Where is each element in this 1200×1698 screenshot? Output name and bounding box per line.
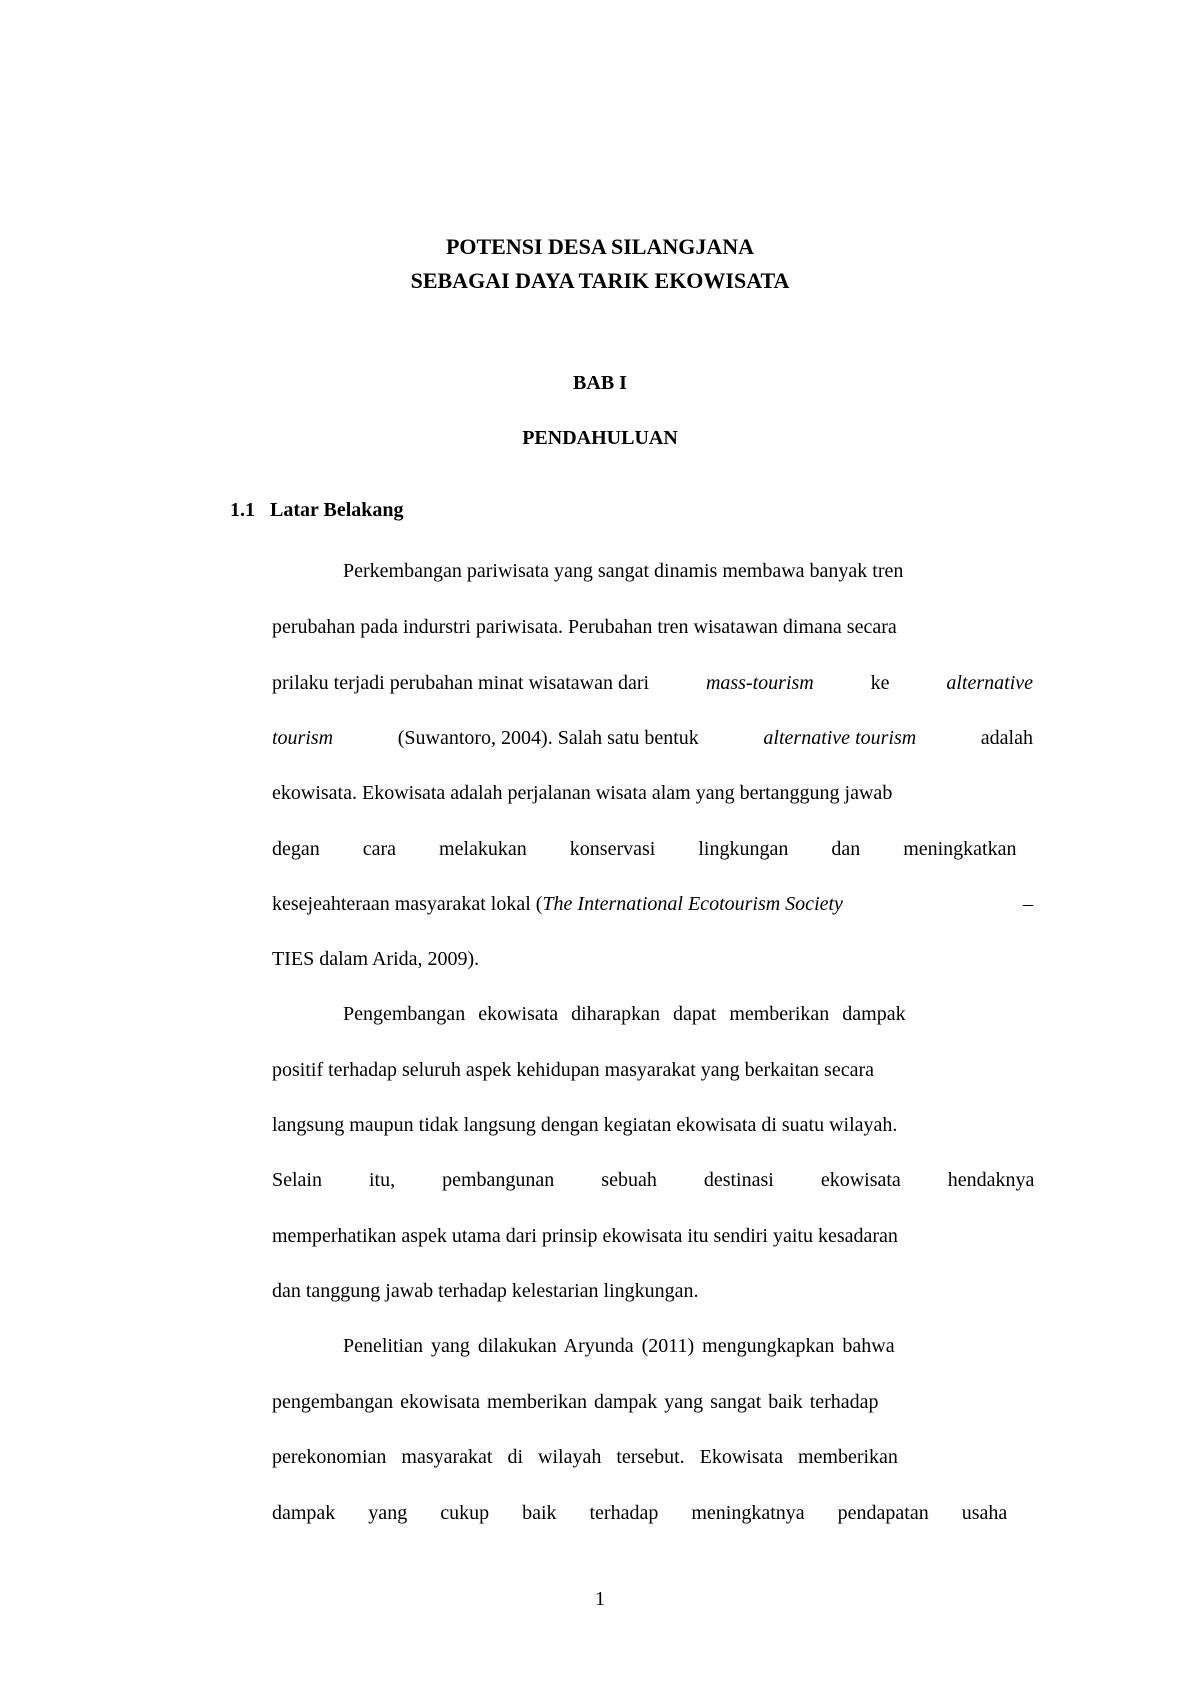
paragraph-1-line-4 — [272, 724, 1033, 752]
paragraph-2-line-2: positif terhadap seluruh aspek kehidupan masyarakat yang berkaitan secara — [272, 1059, 874, 1081]
italic-term: The International Ecotourism Society — [542, 893, 843, 915]
document-title-line-1: POTENSI DESA SILANGJANA — [445, 234, 755, 259]
text-span: prilaku terjadi perubahan minat wisatawan dari — [272, 672, 650, 694]
section-heading — [230, 496, 404, 524]
italic-term: tourism — [272, 727, 334, 749]
text-span: kesejeahteraan masyarakat lokal ( — [272, 893, 543, 915]
paragraph-1-line-8: TIES dalam Arida, 2009). — [272, 948, 480, 970]
text-span — [272, 890, 843, 918]
paragraph-2-line-5: memperhatikan aspek utama dari prinsip ekowisata itu sendiri yaitu kesadaran — [272, 1225, 898, 1247]
paragraph-1-line-7 — [272, 890, 1033, 918]
paragraph-1-line-2: perubahan pada indurstri pariwisata. Perubahan tren wisatawan dimana secara — [272, 616, 897, 638]
chapter-number: BAB I — [573, 372, 627, 394]
paragraph-3-line-4: dampak yang cukup baik terhadap meningkatnya pendapatan usaha — [272, 1502, 1008, 1524]
text-span: adalah — [980, 727, 1033, 749]
section-number: 1.1 — [230, 499, 255, 521]
text-span: Perkembangan pariwisata yang sangat dinamis membawa banyak tren — [343, 560, 904, 582]
paragraph-3-line-2: pengembangan ekowisata memberikan dampak yang sangat baik terhadap — [272, 1391, 879, 1413]
paragraph-1-line-5: ekowisata. Ekowisata adalah perjalanan wisata alam yang bertanggung jawab — [272, 782, 893, 804]
paragraph-3-line-1: Penelitian yang dilakukan Aryunda (2011) mengungkapkan bahwa — [343, 1335, 895, 1357]
paragraph-1-line-1 — [343, 557, 1033, 585]
text-span: degan cara melakukan konservasi lingkungan dan meningkatkan — [272, 838, 1017, 860]
document-title-line-2: SEBAGAI DAYA TARIK EKOWISATA — [410, 268, 790, 293]
paragraph-2-line-6: dan tanggung jawab terhadap kelestarian lingkungan. — [272, 1280, 699, 1302]
text-span: ke — [870, 672, 890, 694]
italic-term: mass-tourism — [705, 672, 814, 694]
italic-term: alternative — [946, 672, 1033, 694]
paragraph-2-line-3: langsung maupun tidak langsung dengan kegiatan ekowisata di suatu wilayah. — [272, 1114, 898, 1136]
chapter-name: PENDAHULUAN — [522, 427, 678, 449]
text-span: – — [1023, 893, 1033, 915]
section-title: Latar Belakang — [270, 499, 404, 521]
paragraph-3-line-3: perekonomian masyarakat di wilayah tersebut. Ekowisata memberikan — [272, 1446, 898, 1468]
italic-term: alternative tourism — [763, 727, 917, 749]
paragraph-1-line-3 — [272, 669, 1033, 697]
paragraph-2-line-1: Pengembangan ekowisata diharapkan dapat memberikan dampak — [343, 1003, 906, 1025]
page-number: 1 — [595, 1588, 605, 1610]
text-span: (Suwantoro, 2004). Salah satu bentuk — [397, 727, 699, 749]
paragraph-2-line-4: Selain itu, pembangunan sebuah destinasi ekowisata hendaknya — [272, 1169, 1035, 1191]
paragraph-1-line-6 — [272, 835, 1033, 863]
